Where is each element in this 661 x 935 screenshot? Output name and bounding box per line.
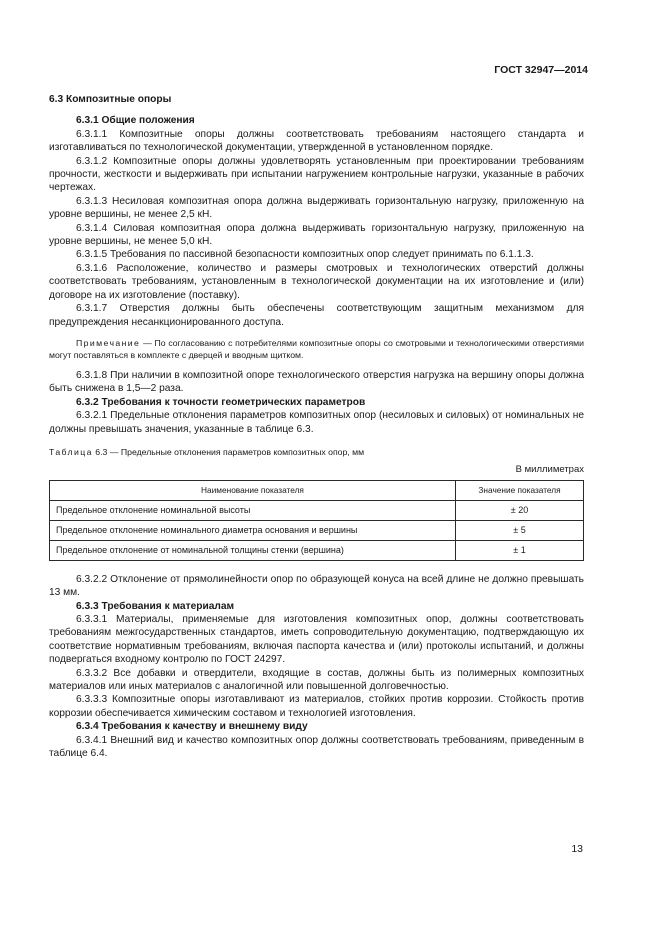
table-cell-value: ± 20	[456, 500, 584, 520]
table-cell-value: ± 5	[456, 520, 584, 540]
table-cell-name: Предельное отклонение от номинальной толщины стенки (вершина)	[50, 540, 456, 560]
table-caption	[49, 446, 584, 459]
paragraph-6-3-1-2: 6.3.1.2 Композитные опоры должны удовлетворять установленным при проектировании требованиям прочности, жесткости и выдерживать при испытании нагружением контрольные нагрузки, указанные в рабочих чертежах.	[49, 155, 584, 194]
paragraph-6-3-1-7: 6.3.1.7 Отверстия должны быть обеспечены соответствующим защитным механизмом для предупреждения несанкционированного доступа.	[49, 303, 584, 328]
paragraph-6-3-1-4: 6.3.1.4 Силовая композитная опора должна выдерживать горизонтальную нагрузку, приложенную на уровне вершины, не менее 5,0 кН.	[49, 222, 584, 248]
table-cell-value: ± 1	[456, 540, 584, 560]
table-cell-name: Предельное отклонение номинального диаметра основания и вершины	[50, 520, 456, 540]
note-label: Примечание	[76, 337, 141, 348]
paragraph-6-3-1-1: 6.3.1.1 Композитные опоры должны соответствовать требованиям настоящего стандарта и изготавливаться по технологической документации, утвержденной в установленном порядке.	[49, 128, 584, 154]
paragraph-6-3-1-3: 6.3.1.3 Несиловая композитная опора должна выдерживать горизонтальную нагрузку, приложенную на уровне вершины, не менее 2,5 кН.	[49, 195, 584, 221]
heading-6-3: 6.3 Композитные опоры	[49, 94, 172, 105]
table-row	[50, 520, 584, 540]
table-header-row	[50, 480, 584, 500]
page-content	[49, 93, 584, 760]
paragraph-6-3-3-3: 6.3.3.3 Композитные опоры изготавливают из материалов, стойких против коррозии. Стойкость против коррозии обеспечивается химическим составом и технологией изготовления.	[49, 694, 584, 719]
header-indicator-name: Наименование показателя	[50, 480, 456, 500]
heading-6-3-4: 6.3.4 Требования к качеству и внешнему виду	[76, 721, 308, 733]
table-unit-note: В миллиметрах	[515, 464, 584, 476]
heading-6-3-2: 6.3.2 Требования к точности геометрических параметров	[76, 396, 366, 408]
paragraph-6-3-3-1: 6.3.3.1 Материалы, применяемые для изготовления композитных опор, должны соответствовать требованиям межгосударственных стандартов, иметь сопроводительную документацию, подтверждающую их соответствие нормативным требованиям, включая паспорта качества и (или) протоколы испытаний, и должны подвергаться входному контролю по ГОСТ 24297.	[49, 613, 584, 666]
header-indicator-value: Значение показателя	[456, 480, 584, 500]
paragraph-6-3-3-2: 6.3.3.2 Все добавки и отвердители, входящие в состав, должны быть из полимерных композитных материалов или иных материалов с аналогичной или повышенной долговечностью.	[49, 667, 584, 692]
paragraph-6-3-2-1: 6.3.2.1 Предельные отклонения параметров композитных опор (несиловых и силовых) от номинальных не должны превышать значения, указанные в таблице 6.3.	[49, 410, 584, 435]
table-row	[50, 540, 584, 560]
deviation-table	[49, 480, 584, 561]
paragraph-6-3-4-1: 6.3.4.1 Внешний вид и качество композитных опор должны соответствовать требованиям, приведенным в таблице 6.4.	[49, 734, 584, 760]
table-row	[50, 500, 584, 520]
paragraph-6-3-1-6: 6.3.1.6 Расположение, количество и размеры смотровых и технологических отверстий должны соответствовать требованиям, установленным в технологической документации на их изготовление и (или) договоре на их изготовление (поставку).	[49, 262, 584, 301]
paragraph-6-3-2-2: 6.3.2.2 Отклонение от прямолинейности опор по образующей конуса на всей длине не должно превышать 13 мм.	[49, 573, 584, 599]
heading-6-3-1: 6.3.1 Общие положения	[76, 115, 195, 127]
paragraph-6-3-1-8: 6.3.1.8 При наличии в композитной опоре технологического отверстия нагрузка на вершину опоры должна быть снижена в 1,5—2 раза.	[49, 369, 584, 395]
document-header: ГОСТ 32947—2014	[494, 64, 588, 76]
table-caption-text: 6.3 — Предельные отклонения параметров композитных опор, мм	[92, 446, 365, 457]
note	[49, 337, 584, 361]
table-cell-name: Предельное отклонение номинальной высоты	[50, 500, 456, 520]
paragraph-6-3-1-5: 6.3.1.5 Требования по пассивной безопасности композитных опор следует принимать по 6.1.1.3.	[76, 249, 534, 261]
heading-6-3-3: 6.3.3 Требования к материалам	[76, 600, 235, 612]
page-number: 13	[571, 843, 583, 855]
table-caption-label: Таблица	[49, 446, 93, 457]
note-text: — По согласованию с потребителями композитные опоры со смотровыми и технологическими отверстиями могут поставляться в комплекте с дверцей и вводным щитком.	[49, 337, 584, 360]
